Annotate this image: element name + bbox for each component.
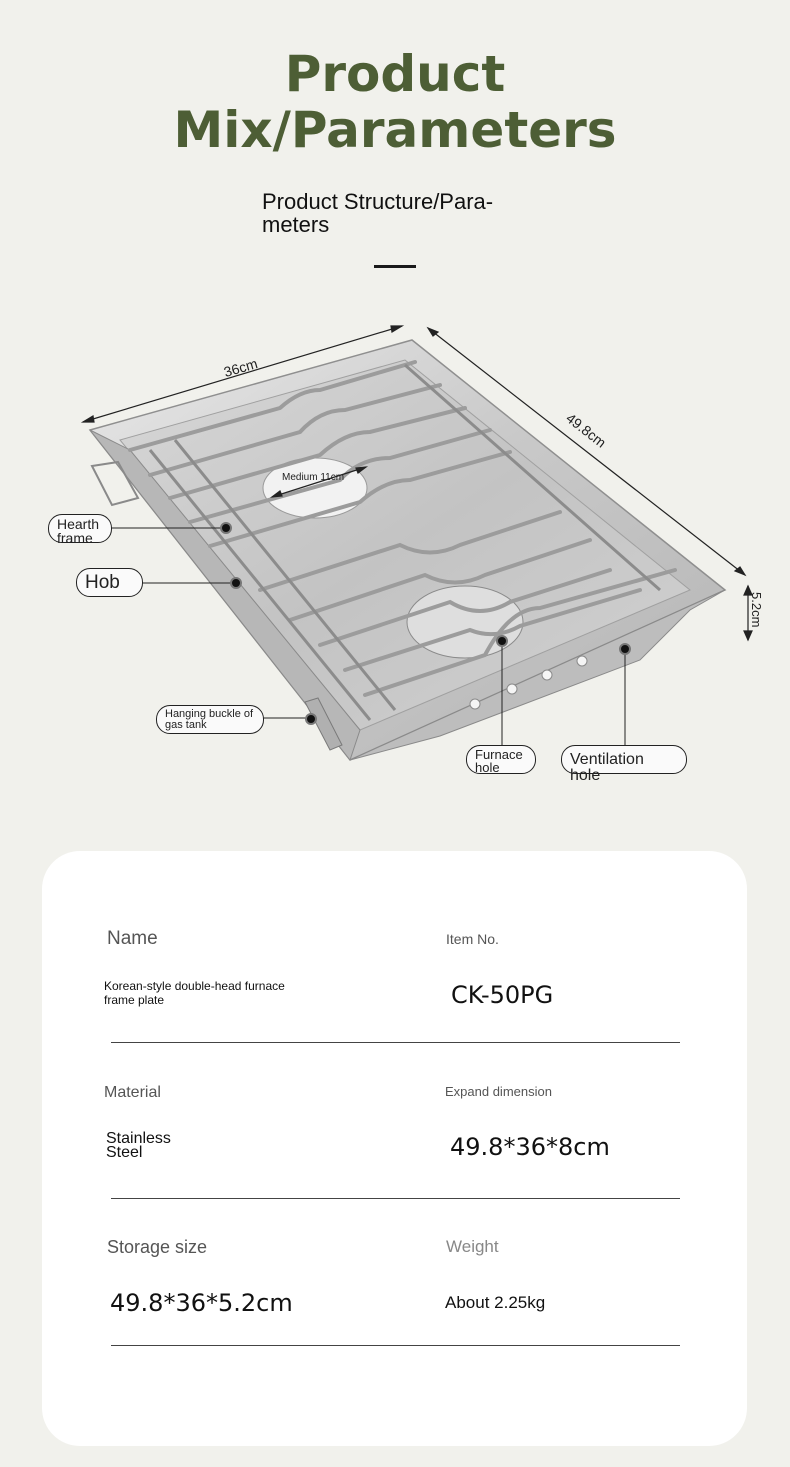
weight-label: Weight bbox=[446, 1237, 499, 1256]
row-divider-2 bbox=[111, 1198, 680, 1199]
name-label: Name bbox=[107, 928, 158, 949]
callout-hanging-buckle: Hanging buckle of gas tank bbox=[156, 705, 264, 734]
expand-dimension-label: Expand dimension bbox=[445, 1084, 552, 1099]
section-subtitle: Product Structure/Para-meters bbox=[262, 189, 494, 237]
callout-furnace-hole: Furnace hole bbox=[466, 745, 536, 774]
callout-hearth-frame: Hearth frame bbox=[48, 514, 112, 543]
weight-value: About 2.25kg bbox=[445, 1293, 546, 1312]
callout-hob: Hob bbox=[76, 568, 143, 597]
material-value: Stainless Steel bbox=[106, 1130, 171, 1161]
product-diagram bbox=[0, 290, 790, 810]
item-no-label: Item No. bbox=[446, 931, 499, 947]
medium-size-label: Medium 11cm bbox=[282, 472, 345, 483]
row-divider-1 bbox=[111, 1042, 680, 1043]
dim-width-label: 36cm bbox=[221, 355, 260, 381]
storage-size-label: Storage size bbox=[107, 1237, 208, 1257]
product-illustration bbox=[0, 290, 790, 810]
expand-dimension-value: 49.8*36*8cm bbox=[450, 1133, 610, 1161]
dim-length-label: 49.8cm bbox=[563, 409, 610, 451]
furnace-hole-bottom bbox=[407, 586, 523, 658]
callout-ventilation-hole: Ventilation hole bbox=[561, 745, 687, 774]
storage-size-value: 49.8*36*5.2cm bbox=[110, 1289, 293, 1317]
page-title bbox=[0, 46, 790, 158]
parameters-card bbox=[42, 851, 747, 1446]
dim-height-label: 5.2cm bbox=[749, 592, 764, 628]
title-line-1: Product bbox=[284, 45, 506, 103]
title-line-2: Mix/Parameters bbox=[173, 101, 617, 159]
title-divider bbox=[374, 265, 416, 268]
item-no-value: CK-50PG bbox=[451, 981, 554, 1009]
name-value: Korean-style double-head furnace frame plate bbox=[104, 979, 285, 1007]
material-label: Material bbox=[104, 1084, 161, 1101]
row-divider-3 bbox=[111, 1345, 680, 1346]
